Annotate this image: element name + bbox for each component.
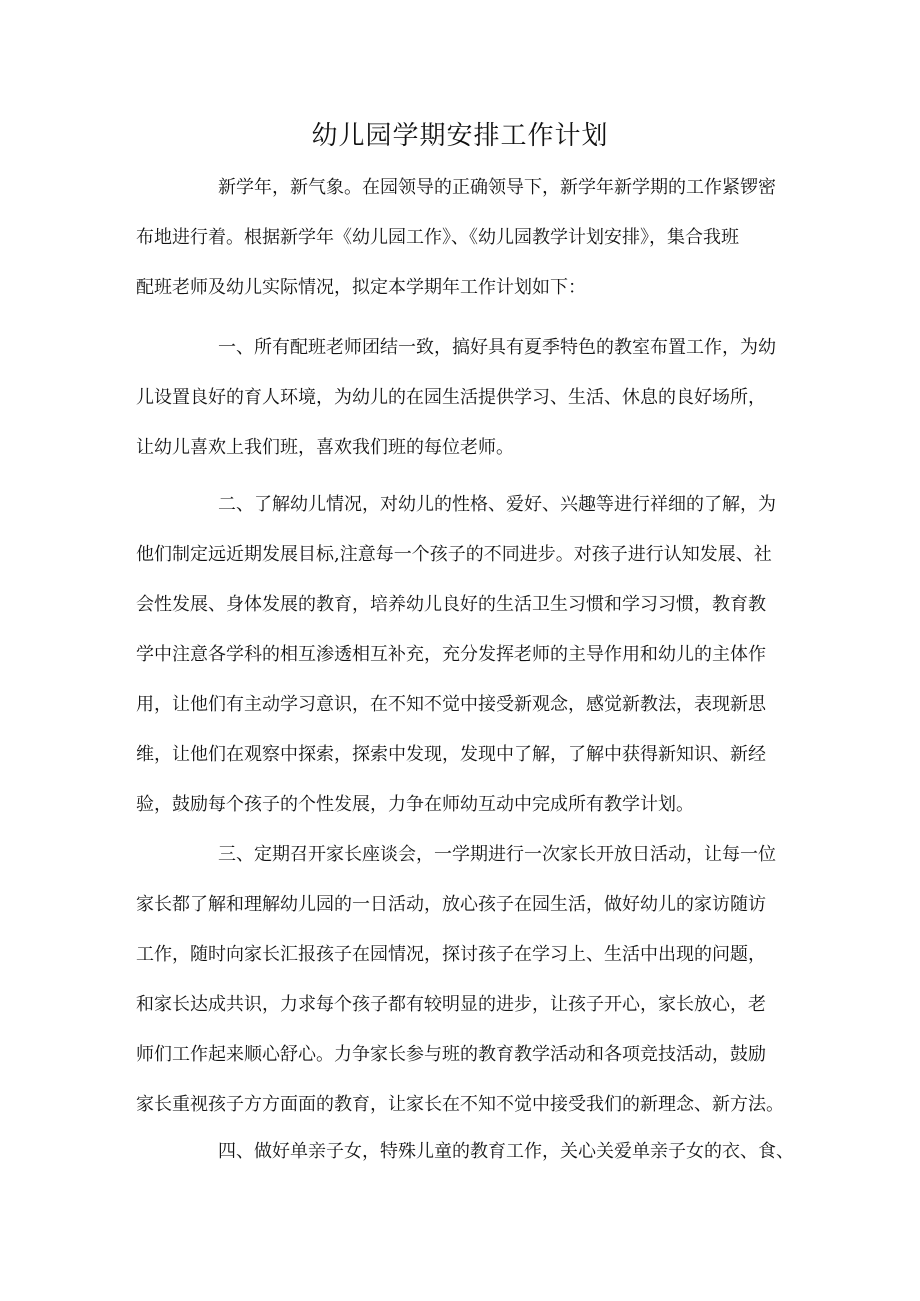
paragraph-line: 维，让他们在观察中探索，探索中发现，发现中了解，了解中获得新知识、新经 bbox=[136, 744, 766, 765]
paragraph-section-3 bbox=[136, 830, 796, 1130]
paragraph-line: 和家长达成共识，力求每个孩子都有较明显的进步，让孩子开心，家长放心，老 bbox=[136, 994, 766, 1015]
paragraph-line: 家长重视孩子方方面面的教育，让家长在不知不觉中接受我们的新理念、新方法。 bbox=[136, 1094, 784, 1115]
paragraph-section-2 bbox=[136, 480, 796, 830]
paragraph-intro bbox=[136, 163, 796, 313]
paragraph-line: 布地进行着。根据新学年《幼儿园工作》、《幼儿园教学计划安排》，集合我班 bbox=[136, 227, 739, 248]
paragraph-line: 家长都了解和理解幼儿园的一日活动，放心孩子在园生活，做好幼儿的家访随访 bbox=[136, 894, 766, 915]
paragraph-line: 师们工作起来顺心舒心。力争家长参与班的教育教学活动和各项竞技活动，鼓励 bbox=[136, 1044, 766, 1065]
paragraph-line: 工作，随时向家长汇报孩子在园情况，探讨孩子在学习上、生活中出现的问题， bbox=[136, 944, 766, 965]
paragraph-line: 儿设置良好的育人环境，为幼儿的在园生活提供学习、生活、休息的良好场所， bbox=[136, 387, 766, 408]
document-title: 幼儿园学期安排工作计划 bbox=[311, 121, 609, 151]
paragraph-line: 学中注意各学科的相互渗透相互补充，充分发挥老师的主导作用和幼儿的主体作 bbox=[136, 644, 766, 665]
paragraph-line: 验，鼓励每个孩子的个性发展，力争在师幼互动中完成所有教学计划。 bbox=[136, 794, 694, 815]
paragraph-line: 用，让他们有主动学习意识，在不知不觉中接受新观念，感觉新教法，表现新思 bbox=[136, 694, 766, 715]
paragraph-section-1 bbox=[136, 323, 796, 473]
paragraph-line: 四、做好单亲子女，特殊儿童的教育工作，关心关爱单亲子女的衣、食、 bbox=[218, 1141, 794, 1162]
paragraph-line: 让幼儿喜欢上我们班，喜欢我们班的每位老师。 bbox=[136, 437, 514, 458]
paragraph-line: 二、了解幼儿情况，对幼儿的性格、爱好、兴趣等进行祥细的了解，为 bbox=[218, 494, 776, 515]
paragraph-line: 会性发展、身体发展的教育，培养幼儿良好的生活卫生习惯和学习习惯，教育教 bbox=[136, 594, 766, 615]
paragraph-line: 三、定期召开家长座谈会，一学期进行一次家长开放日活动，让每一位 bbox=[218, 844, 776, 865]
paragraph-line: 一、所有配班老师团结一致，搞好具有夏季特色的教室布置工作，为幼 bbox=[218, 337, 776, 358]
paragraph-line: 配班老师及幼儿实际情况，拟定本学期年工作计划如下： bbox=[136, 277, 586, 298]
paragraph-line: 新学年，新气象。在园领导的正确领导下，新学年新学期的工作紧锣密 bbox=[218, 177, 776, 198]
paragraph-line: 他们制定远近期发展目标,注意每一个孩子的不同进步。对孩子进行认知发展、社 bbox=[136, 544, 772, 565]
paragraph-section-4 bbox=[136, 1127, 796, 1177]
